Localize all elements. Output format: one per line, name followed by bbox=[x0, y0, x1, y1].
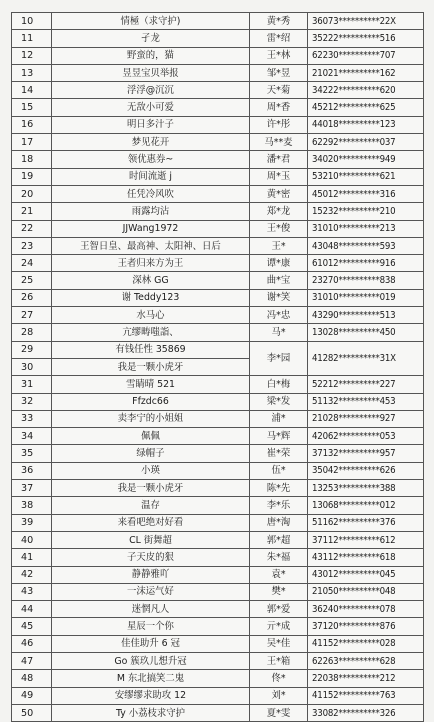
row-number: 46 bbox=[12, 635, 52, 652]
table-row bbox=[12, 13, 424, 30]
nickname-cell: 深林 GG bbox=[52, 272, 250, 289]
id-number-cell: 43012**********045 bbox=[308, 566, 424, 583]
person-name-cell: 潘*君 bbox=[250, 151, 308, 168]
row-number: 18 bbox=[12, 151, 52, 168]
row-number: 26 bbox=[12, 289, 52, 306]
id-number-cell: 36240**********078 bbox=[308, 601, 424, 618]
row-number: 20 bbox=[12, 185, 52, 202]
nickname-cell: 任凭冷风吹 bbox=[52, 185, 250, 202]
table-row bbox=[12, 203, 424, 220]
nickname-cell: 静静雅吖 bbox=[52, 566, 250, 583]
row-number: 25 bbox=[12, 272, 52, 289]
person-name-cell: 谢*笑 bbox=[250, 289, 308, 306]
nickname-cell: CL 街舞超 bbox=[52, 531, 250, 548]
id-number-cell: 45212**********625 bbox=[308, 99, 424, 116]
row-number: 37 bbox=[12, 480, 52, 497]
row-number: 35 bbox=[12, 445, 52, 462]
row-number: 45 bbox=[12, 618, 52, 635]
table-row bbox=[12, 652, 424, 669]
table-row bbox=[12, 185, 424, 202]
table-row bbox=[12, 531, 424, 548]
nickname-cell: JJWang1972 bbox=[52, 220, 250, 237]
row-number: 22 bbox=[12, 220, 52, 237]
nickname-cell: 卖李宁的小姐姐 bbox=[52, 410, 250, 427]
nickname-cell: 小瑛 bbox=[52, 462, 250, 479]
id-number-cell: 52212**********227 bbox=[308, 376, 424, 393]
person-name-cell: 王*林 bbox=[250, 47, 308, 64]
table-row bbox=[12, 514, 424, 531]
id-number-cell: 62263**********628 bbox=[308, 652, 424, 669]
person-name-cell: 郭*爱 bbox=[250, 601, 308, 618]
id-number-cell: 42062**********053 bbox=[308, 428, 424, 445]
row-number: 49 bbox=[12, 687, 52, 704]
table-row bbox=[12, 635, 424, 652]
person-name-cell: 李*乐 bbox=[250, 497, 308, 514]
id-number-cell: 34020**********949 bbox=[308, 151, 424, 168]
row-number: 12 bbox=[12, 47, 52, 64]
table-row bbox=[12, 428, 424, 445]
person-name-cell: 白*梅 bbox=[250, 376, 308, 393]
row-number: 21 bbox=[12, 203, 52, 220]
id-number-cell: 13028**********450 bbox=[308, 324, 424, 341]
table-row bbox=[12, 82, 424, 99]
table-row bbox=[12, 116, 424, 133]
nickname-cell: 时间流逝 j bbox=[52, 168, 250, 185]
nickname-cell: 亢缪畴嗤詣、 bbox=[52, 324, 250, 341]
person-name-cell: 崔*荣 bbox=[250, 445, 308, 462]
nickname-cell: 领优惠券~ bbox=[52, 151, 250, 168]
row-number: 34 bbox=[12, 428, 52, 445]
id-number-cell: 43048**********593 bbox=[308, 237, 424, 254]
id-number-cell: 51162**********376 bbox=[308, 514, 424, 531]
person-name-cell: 梁*发 bbox=[250, 393, 308, 410]
table-row bbox=[12, 410, 424, 427]
person-name-cell: 佟* bbox=[250, 670, 308, 687]
table-row bbox=[12, 237, 424, 254]
table-row bbox=[12, 618, 424, 635]
id-number-cell: 13253**********388 bbox=[308, 480, 424, 497]
person-name-cell: 伍* bbox=[250, 462, 308, 479]
person-name-cell: 谭*康 bbox=[250, 255, 308, 272]
person-name-cell: 李*园 bbox=[250, 341, 308, 376]
id-number-cell: 45012**********316 bbox=[308, 185, 424, 202]
person-name-cell: 王*俊 bbox=[250, 220, 308, 237]
person-name-cell: 浦* bbox=[250, 410, 308, 427]
table-row bbox=[12, 99, 424, 116]
table-row bbox=[12, 341, 424, 358]
row-number: 13 bbox=[12, 64, 52, 81]
nickname-cell: 王智日皇、最高神、太阳神、日后 bbox=[52, 237, 250, 254]
table-row bbox=[12, 549, 424, 566]
id-number-cell: 35222**********516 bbox=[308, 30, 424, 47]
person-name-cell: 袁* bbox=[250, 566, 308, 583]
person-name-cell: 郑*龙 bbox=[250, 203, 308, 220]
nickname-cell: Ty 小荔枝求守护 bbox=[52, 704, 250, 721]
id-number-cell: 35042**********626 bbox=[308, 462, 424, 479]
person-name-cell: 陈*先 bbox=[250, 480, 308, 497]
row-number: 16 bbox=[12, 116, 52, 133]
row-number: 43 bbox=[12, 583, 52, 600]
row-number: 24 bbox=[12, 255, 52, 272]
row-number: 28 bbox=[12, 324, 52, 341]
person-name-cell: 王*箱 bbox=[250, 652, 308, 669]
table-row bbox=[12, 168, 424, 185]
table-row bbox=[12, 64, 424, 81]
nickname-cell: 无敌小可爱 bbox=[52, 99, 250, 116]
nickname-cell: 温存 bbox=[52, 497, 250, 514]
table-row bbox=[12, 307, 424, 324]
person-name-cell: 雷*绍 bbox=[250, 30, 308, 47]
table-row bbox=[12, 462, 424, 479]
person-name-cell: 邹*昱 bbox=[250, 64, 308, 81]
table-row bbox=[12, 393, 424, 410]
id-number-cell: 34222**********620 bbox=[308, 82, 424, 99]
nickname-cell: 雨露均沾 bbox=[52, 203, 250, 220]
nickname-cell: 野蛮的，猫 bbox=[52, 47, 250, 64]
table-row bbox=[12, 289, 424, 306]
nickname-cell: 子天皮的狠 bbox=[52, 549, 250, 566]
nickname-cell: 王者归来方为王 bbox=[52, 255, 250, 272]
nickname-cell: 绿帽子 bbox=[52, 445, 250, 462]
id-number-cell: 31010**********213 bbox=[308, 220, 424, 237]
person-name-cell: 冯*忠 bbox=[250, 307, 308, 324]
id-number-cell: 22038**********212 bbox=[308, 670, 424, 687]
person-name-cell: 夏*雯 bbox=[250, 704, 308, 721]
nickname-cell: 浮浮@沉沉 bbox=[52, 82, 250, 99]
person-name-cell: 唐*淘 bbox=[250, 514, 308, 531]
table-row bbox=[12, 583, 424, 600]
person-name-cell: 天*菊 bbox=[250, 82, 308, 99]
table-row bbox=[12, 480, 424, 497]
nickname-cell: 水马心 bbox=[52, 307, 250, 324]
nickname-cell: 安缪缪求助攻 12 bbox=[52, 687, 250, 704]
winners-table bbox=[11, 12, 424, 722]
winners-table-body bbox=[12, 13, 424, 722]
row-number: 48 bbox=[12, 670, 52, 687]
nickname-cell: 有钱任性 35869 bbox=[52, 341, 250, 358]
row-number: 44 bbox=[12, 601, 52, 618]
person-name-cell: 王* bbox=[250, 237, 308, 254]
id-number-cell: 21021**********162 bbox=[308, 64, 424, 81]
table-row bbox=[12, 376, 424, 393]
row-number: 23 bbox=[12, 237, 52, 254]
table-row bbox=[12, 324, 424, 341]
table-row bbox=[12, 30, 424, 47]
person-name-cell: 樊* bbox=[250, 583, 308, 600]
table-row bbox=[12, 601, 424, 618]
nickname-cell: 佳佳助升 6 冠 bbox=[52, 635, 250, 652]
row-number: 36 bbox=[12, 462, 52, 479]
nickname-cell: 迷惘凡人 bbox=[52, 601, 250, 618]
nickname-cell: 孑龙 bbox=[52, 30, 250, 47]
nickname-cell: 星辰一个你 bbox=[52, 618, 250, 635]
id-number-cell: 41152**********763 bbox=[308, 687, 424, 704]
id-number-cell: 36073**********22X bbox=[308, 13, 424, 30]
id-number-cell: 13068**********012 bbox=[308, 497, 424, 514]
id-number-cell: 41152**********028 bbox=[308, 635, 424, 652]
id-number-cell: 43290**********513 bbox=[308, 307, 424, 324]
id-number-cell: 23270**********838 bbox=[308, 272, 424, 289]
person-name-cell: 黄*秀 bbox=[250, 13, 308, 30]
row-number: 41 bbox=[12, 549, 52, 566]
row-number: 47 bbox=[12, 652, 52, 669]
table-row bbox=[12, 497, 424, 514]
person-name-cell: 郭*超 bbox=[250, 531, 308, 548]
person-name-cell: 黄*密 bbox=[250, 185, 308, 202]
row-number: 39 bbox=[12, 514, 52, 531]
person-name-cell: 周*玉 bbox=[250, 168, 308, 185]
nickname-cell: Ffzdc66 bbox=[52, 393, 250, 410]
person-name-cell: 马* bbox=[250, 324, 308, 341]
person-name-cell: 许*彤 bbox=[250, 116, 308, 133]
row-number: 50 bbox=[12, 704, 52, 721]
table-row bbox=[12, 151, 424, 168]
row-number: 32 bbox=[12, 393, 52, 410]
id-number-cell: 15232**********210 bbox=[308, 203, 424, 220]
id-number-cell: 62292**********037 bbox=[308, 134, 424, 151]
nickname-cell: 谢 Teddy123 bbox=[52, 289, 250, 306]
nickname-cell: 来看吧绝对好看 bbox=[52, 514, 250, 531]
id-number-cell: 43112**********618 bbox=[308, 549, 424, 566]
table-row bbox=[12, 687, 424, 704]
row-number: 31 bbox=[12, 376, 52, 393]
id-number-cell: 61012**********916 bbox=[308, 255, 424, 272]
id-number-cell: 33082**********326 bbox=[308, 704, 424, 721]
table-row bbox=[12, 272, 424, 289]
row-number: 11 bbox=[12, 30, 52, 47]
table-row bbox=[12, 134, 424, 151]
row-number: 38 bbox=[12, 497, 52, 514]
id-number-cell: 37132**********957 bbox=[308, 445, 424, 462]
table-row bbox=[12, 255, 424, 272]
row-number: 30 bbox=[12, 358, 52, 375]
nickname-cell: 梦见花开 bbox=[52, 134, 250, 151]
table-row bbox=[12, 445, 424, 462]
nickname-cell: 情極（求守护) bbox=[52, 13, 250, 30]
nickname-cell: Go 簇玖儿想升冠 bbox=[52, 652, 250, 669]
nickname-cell: 昱昱宝贝举报 bbox=[52, 64, 250, 81]
table-row bbox=[12, 704, 424, 721]
person-name-cell: 曲*宝 bbox=[250, 272, 308, 289]
table-row bbox=[12, 670, 424, 687]
row-number: 10 bbox=[12, 13, 52, 30]
row-number: 19 bbox=[12, 168, 52, 185]
row-number: 17 bbox=[12, 134, 52, 151]
table-row bbox=[12, 566, 424, 583]
table-row bbox=[12, 220, 424, 237]
person-name-cell: 刘* bbox=[250, 687, 308, 704]
id-number-cell: 41282**********31X bbox=[308, 341, 424, 376]
id-number-cell: 21028**********927 bbox=[308, 410, 424, 427]
row-number: 40 bbox=[12, 531, 52, 548]
nickname-cell: 明日多汁子 bbox=[52, 116, 250, 133]
row-number: 29 bbox=[12, 341, 52, 358]
nickname-cell: 一沫运气好 bbox=[52, 583, 250, 600]
person-name-cell: 吴*佳 bbox=[250, 635, 308, 652]
person-name-cell: 亓*成 bbox=[250, 618, 308, 635]
nickname-cell: 我是一颗小虎牙 bbox=[52, 480, 250, 497]
id-number-cell: 37112**********612 bbox=[308, 531, 424, 548]
nickname-cell: M 东北搞笑二鬼 bbox=[52, 670, 250, 687]
table-row bbox=[12, 47, 424, 64]
id-number-cell: 44018**********123 bbox=[308, 116, 424, 133]
row-number: 15 bbox=[12, 99, 52, 116]
id-number-cell: 37120**********876 bbox=[308, 618, 424, 635]
nickname-cell: 雪睛晴 521 bbox=[52, 376, 250, 393]
nickname-cell: 佩佩 bbox=[52, 428, 250, 445]
id-number-cell: 31010**********019 bbox=[308, 289, 424, 306]
person-name-cell: 朱*福 bbox=[250, 549, 308, 566]
row-number: 33 bbox=[12, 410, 52, 427]
id-number-cell: 51132**********453 bbox=[308, 393, 424, 410]
id-number-cell: 62230**********707 bbox=[308, 47, 424, 64]
person-name-cell: 周*香 bbox=[250, 99, 308, 116]
row-number: 42 bbox=[12, 566, 52, 583]
id-number-cell: 53210**********621 bbox=[308, 168, 424, 185]
row-number: 14 bbox=[12, 82, 52, 99]
person-name-cell: 马*辉 bbox=[250, 428, 308, 445]
person-name-cell: 马**麦 bbox=[250, 134, 308, 151]
row-number: 27 bbox=[12, 307, 52, 324]
nickname-cell: 我是一颗小虎牙 bbox=[52, 358, 250, 375]
id-number-cell: 21050**********048 bbox=[308, 583, 424, 600]
